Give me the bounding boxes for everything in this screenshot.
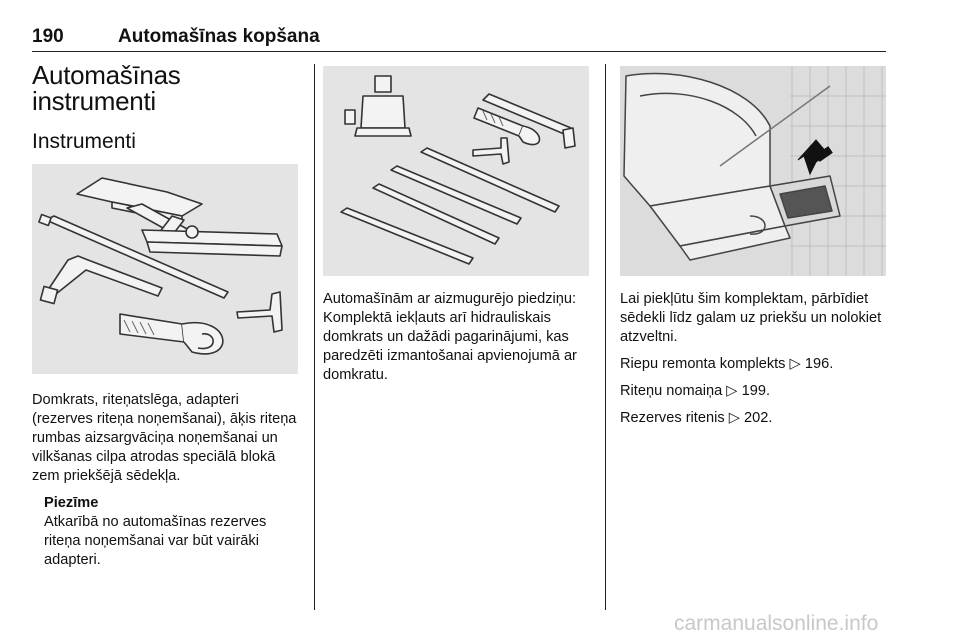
column1-text: [32, 391, 302, 570]
column3-paragraph: Lai piekļūtu šim komplektam, pārbīdiet sēdekli līdz galam uz priekšu un nolokiet atzveltni.: [620, 291, 882, 345]
figure-hydraulic-jack-extensions: [323, 66, 589, 276]
note-block: [32, 494, 302, 570]
page-number: 190: [32, 26, 64, 47]
reference-wheel-change-page: 199.: [741, 383, 770, 399]
reference-wheel-change-text: Riteņu nomaiņa: [620, 383, 723, 399]
figure-scissor-jack-tools: [32, 164, 298, 374]
column2-text: [323, 290, 593, 393]
scissor-jack-illustration: [32, 164, 298, 374]
section-title-line2: instrumenti: [32, 86, 156, 116]
page-header: [32, 24, 886, 52]
reference-tyre-repair-kit-page: 196.: [804, 356, 834, 372]
column1-paragraph: Domkrats, riteņatslēga, adapteri (rezerves riteņa noņemšanai), āķis riteņa rumbas aizsargvāciņa noņemšanai un vilkšanas cilpa atrodas speciālā blokā zem priekšējā sēdekļa.: [32, 392, 297, 484]
seat-storage-illustration: [620, 66, 886, 276]
reference-spare-wheel-text: Rezerves ritenis: [620, 410, 725, 426]
figure-seat-storage: [620, 66, 886, 276]
section-title: [32, 62, 180, 114]
note-title: Piezīme: [44, 495, 99, 511]
reference-spare-wheel-page: 202.: [743, 410, 773, 426]
column3-text: [620, 290, 890, 436]
column-divider-2: [605, 64, 606, 610]
reference-wheel-change: [620, 382, 890, 401]
section-title-line1: Automašīnas: [32, 60, 181, 90]
page-reference-icon: ▷: [726, 383, 738, 399]
watermark: carmanualsonline.info: [674, 612, 879, 635]
page-reference-icon: ▷: [728, 410, 740, 426]
page-reference-icon: ▷: [789, 356, 801, 372]
reference-tyre-repair-kit: [620, 355, 890, 374]
subsection-title: Instrumenti: [32, 130, 136, 153]
column-divider-1: [314, 64, 315, 610]
reference-spare-wheel: [620, 409, 890, 428]
hydraulic-jack-illustration: [323, 66, 589, 276]
running-title: Automašīnas kopšana: [118, 26, 320, 47]
column2-paragraph: Automašīnām ar aizmugurējo piedziņu: Komplektā iekļauts arī hidrauliskais domkrats un dažādi pagarinājumi, kas paredzēti izmantošanai apvienojumā ar domkratu.: [323, 291, 577, 383]
reference-tyre-repair-kit-text: Riepu remonta komplekts: [620, 356, 786, 372]
note-text: Atkarībā no automašīnas rezerves riteņa noņemšanai var būt vairāki adapteri.: [44, 514, 267, 568]
